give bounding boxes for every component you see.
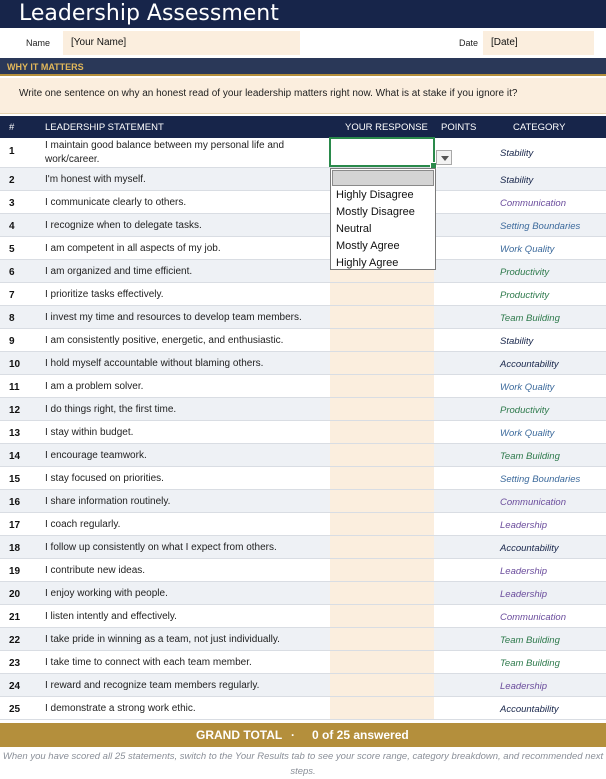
points-cell bbox=[434, 352, 492, 374]
category-label: Stability bbox=[500, 175, 534, 186]
row-number: 10 bbox=[9, 359, 21, 370]
leadership-statement: I am consistently positive, energetic, and enthusiastic. bbox=[45, 335, 284, 346]
response-cell-selected[interactable] bbox=[329, 137, 435, 167]
response-cell[interactable] bbox=[330, 674, 434, 696]
row-number: 21 bbox=[9, 612, 21, 623]
row-number: 16 bbox=[9, 497, 21, 508]
table-row bbox=[0, 536, 606, 559]
leadership-statement: I reward and recognize team members regularly. bbox=[45, 680, 260, 691]
category-label: Work Quality bbox=[500, 382, 555, 393]
grand-total-label: GRAND TOTAL bbox=[196, 728, 283, 742]
response-cell[interactable] bbox=[330, 628, 434, 650]
category-label: Leadership bbox=[500, 589, 548, 600]
category-label: Productivity bbox=[500, 405, 550, 416]
table-row bbox=[0, 329, 606, 352]
category-label: Stability bbox=[500, 336, 534, 347]
why-it-matters-heading: WHY IT MATTERS bbox=[7, 62, 84, 72]
row-number: 9 bbox=[9, 336, 15, 347]
category-label: Accountability bbox=[500, 704, 559, 715]
table-row bbox=[0, 444, 606, 467]
response-cell[interactable] bbox=[330, 421, 434, 443]
response-cell[interactable] bbox=[330, 283, 434, 305]
category-label: Productivity bbox=[500, 290, 550, 301]
leadership-statement: I stay focused on priorities. bbox=[45, 473, 164, 484]
leadership-statement: I am organized and time efficient. bbox=[45, 266, 193, 277]
points-cell bbox=[434, 283, 492, 305]
leadership-statement: I invest my time and resources to develop team members. bbox=[45, 312, 302, 323]
response-cell[interactable] bbox=[330, 513, 434, 535]
points-cell bbox=[434, 191, 492, 213]
table-row bbox=[0, 139, 606, 168]
row-number: 19 bbox=[9, 566, 21, 577]
row-number: 23 bbox=[9, 658, 21, 669]
row-number: 7 bbox=[9, 290, 15, 301]
points-cell bbox=[434, 697, 492, 719]
column-header-statement: LEADERSHIP STATEMENT bbox=[45, 122, 164, 133]
category-label: Leadership bbox=[500, 520, 548, 531]
points-cell bbox=[434, 260, 492, 282]
category-label: Accountability bbox=[500, 543, 559, 554]
points-cell bbox=[434, 398, 492, 420]
response-cell[interactable] bbox=[330, 651, 434, 673]
table-row bbox=[0, 467, 606, 490]
title-bar bbox=[0, 0, 606, 28]
row-number: 14 bbox=[9, 451, 21, 462]
table-row bbox=[0, 214, 606, 237]
leadership-statement: I stay within budget. bbox=[45, 427, 134, 438]
response-cell[interactable] bbox=[330, 536, 434, 558]
response-cell[interactable] bbox=[330, 375, 434, 397]
date-field[interactable]: [Date] bbox=[483, 31, 594, 55]
table-row bbox=[0, 237, 606, 260]
category-label: Communication bbox=[500, 497, 566, 508]
row-number: 2 bbox=[9, 175, 15, 186]
why-it-matters-text: Write one sentence on why an honest read of your leadership matters right now. What is at stake if you ignore it? bbox=[19, 88, 518, 99]
category-label: Work Quality bbox=[500, 428, 555, 439]
points-cell bbox=[434, 237, 492, 259]
points-cell bbox=[434, 375, 492, 397]
leadership-statement: I take time to connect with each team member. bbox=[45, 657, 252, 668]
table-row bbox=[0, 490, 606, 513]
response-cell[interactable] bbox=[330, 444, 434, 466]
leadership-statement: I recognize when to delegate tasks. bbox=[45, 220, 202, 231]
footer-note: When you have scored all 25 statements, switch to the Your Results tab to see your score range, category breakdown, and recommended next steps. bbox=[2, 751, 604, 777]
row-number: 24 bbox=[9, 681, 21, 692]
dropdown-option[interactable]: Highly Disagree bbox=[336, 189, 414, 201]
response-cell[interactable] bbox=[330, 398, 434, 420]
dropdown-option[interactable]: Neutral bbox=[336, 223, 372, 235]
response-cell[interactable] bbox=[330, 697, 434, 719]
row-number: 15 bbox=[9, 474, 21, 485]
row-number: 3 bbox=[9, 198, 15, 209]
leadership-statement: I communicate clearly to others. bbox=[45, 197, 187, 208]
row-number: 1 bbox=[9, 146, 15, 157]
leadership-statement: I prioritize tasks effectively. bbox=[45, 289, 164, 300]
table-row bbox=[0, 398, 606, 421]
points-cell bbox=[434, 536, 492, 558]
points-cell bbox=[434, 490, 492, 512]
row-number: 5 bbox=[9, 244, 15, 255]
date-label: Date bbox=[459, 38, 479, 48]
leadership-statement: I demonstrate a strong work ethic. bbox=[45, 703, 196, 714]
response-cell[interactable] bbox=[330, 329, 434, 351]
table-row bbox=[0, 260, 606, 283]
assessment-table bbox=[0, 139, 606, 720]
points-cell bbox=[434, 329, 492, 351]
page-title: Leadership Assessment bbox=[19, 1, 279, 26]
leadership-statement: I hold myself accountable without blaming others. bbox=[45, 358, 264, 369]
table-row bbox=[0, 559, 606, 582]
row-number: 11 bbox=[9, 382, 20, 393]
category-label: Work Quality bbox=[500, 244, 555, 255]
category-label: Communication bbox=[500, 612, 566, 623]
leadership-statement: I contribute new ideas. bbox=[45, 565, 146, 576]
column-header-points: POINTS bbox=[441, 122, 477, 133]
grand-total-count: 0 of 25 answered bbox=[312, 728, 409, 742]
category-label: Team Building bbox=[500, 313, 560, 324]
dropdown-option[interactable]: Mostly Disagree bbox=[336, 206, 415, 218]
leadership-statement: I listen intently and effectively. bbox=[45, 611, 177, 622]
leadership-statement: I do things right, the first time. bbox=[45, 404, 177, 415]
chevron-down-icon bbox=[441, 156, 449, 161]
table-row bbox=[0, 628, 606, 651]
table-row bbox=[0, 168, 606, 191]
points-cell bbox=[434, 421, 492, 443]
table-row bbox=[0, 674, 606, 697]
points-cell bbox=[434, 467, 492, 489]
category-label: Team Building bbox=[500, 658, 560, 669]
category-label: Setting Boundaries bbox=[500, 474, 581, 485]
leadership-statement: I coach regularly. bbox=[45, 519, 121, 530]
row-number: 13 bbox=[9, 428, 21, 439]
response-dropdown-list bbox=[330, 168, 436, 270]
table-row bbox=[0, 375, 606, 398]
row-number: 18 bbox=[9, 543, 21, 554]
table-row bbox=[0, 352, 606, 375]
points-cell bbox=[434, 605, 492, 627]
table-row bbox=[0, 582, 606, 605]
table-row bbox=[0, 421, 606, 444]
points-cell bbox=[434, 214, 492, 236]
response-cell[interactable] bbox=[330, 306, 434, 328]
leadership-statement: I take pride in winning as a team, not just individually. bbox=[45, 634, 280, 645]
response-cell[interactable] bbox=[330, 490, 434, 512]
row-number: 12 bbox=[9, 405, 21, 416]
points-cell bbox=[434, 651, 492, 673]
dropdown-blank-option[interactable] bbox=[332, 170, 434, 186]
points-cell bbox=[434, 306, 492, 328]
row-number: 8 bbox=[9, 313, 15, 324]
category-label: Communication bbox=[500, 198, 566, 209]
points-cell bbox=[434, 674, 492, 696]
row-number: 4 bbox=[9, 221, 15, 232]
category-label: Team Building bbox=[500, 635, 560, 646]
column-header-category: CATEGORY bbox=[513, 122, 566, 133]
table-row bbox=[0, 651, 606, 674]
row-number: 17 bbox=[9, 520, 21, 531]
row-number: 25 bbox=[9, 704, 21, 715]
row-number: 20 bbox=[9, 589, 21, 600]
category-label: Setting Boundaries bbox=[500, 221, 581, 232]
category-label: Team Building bbox=[500, 451, 560, 462]
response-cell[interactable] bbox=[330, 559, 434, 581]
leadership-statement: I'm honest with myself. bbox=[45, 174, 146, 185]
category-label: Accountability bbox=[500, 359, 559, 370]
category-label: Leadership bbox=[500, 681, 548, 692]
table-row bbox=[0, 605, 606, 628]
response-cell[interactable] bbox=[330, 582, 434, 604]
points-cell bbox=[434, 559, 492, 581]
points-cell bbox=[434, 444, 492, 466]
category-label: Productivity bbox=[500, 267, 550, 278]
grand-total-separator: · bbox=[291, 728, 295, 742]
why-it-matters-header bbox=[0, 58, 606, 76]
leadership-statement: I share information routinely. bbox=[45, 496, 171, 507]
meta-row bbox=[0, 28, 606, 58]
column-header-num: # bbox=[9, 122, 15, 133]
row-number: 22 bbox=[9, 635, 21, 646]
response-cell[interactable] bbox=[330, 467, 434, 489]
table-row bbox=[0, 306, 606, 329]
leadership-statement: I am a problem solver. bbox=[45, 381, 144, 392]
leadership-statement: I maintain good balance between my personal life and work/career. bbox=[45, 140, 285, 165]
leadership-statement: I enjoy working with people. bbox=[45, 588, 168, 599]
grand-total-bar bbox=[0, 723, 606, 747]
table-row bbox=[0, 191, 606, 214]
name-field[interactable]: [Your Name] bbox=[63, 31, 300, 55]
column-header-response: YOUR RESPONSE bbox=[345, 122, 428, 133]
category-label: Leadership bbox=[500, 566, 548, 577]
table-row bbox=[0, 513, 606, 536]
name-label: Name bbox=[26, 38, 51, 48]
points-cell bbox=[434, 628, 492, 650]
dropdown-option[interactable]: Highly Agree bbox=[336, 257, 399, 269]
row-number: 6 bbox=[9, 267, 15, 278]
leadership-statement: I am competent in all aspects of my job. bbox=[45, 243, 221, 254]
table-header bbox=[0, 116, 606, 138]
category-label: Stability bbox=[500, 148, 534, 159]
table-row bbox=[0, 697, 606, 720]
response-cell[interactable] bbox=[330, 352, 434, 374]
table-row bbox=[0, 283, 606, 306]
response-cell[interactable] bbox=[330, 605, 434, 627]
points-cell bbox=[434, 513, 492, 535]
leadership-statement: I follow up consistently on what I expect from others. bbox=[45, 542, 277, 553]
points-cell bbox=[434, 168, 492, 190]
dropdown-option[interactable]: Mostly Agree bbox=[336, 240, 400, 252]
why-it-matters-prompt[interactable] bbox=[0, 78, 606, 114]
points-cell bbox=[434, 582, 492, 604]
leadership-statement: I encourage teamwork. bbox=[45, 450, 147, 461]
dropdown-button[interactable] bbox=[436, 150, 452, 165]
